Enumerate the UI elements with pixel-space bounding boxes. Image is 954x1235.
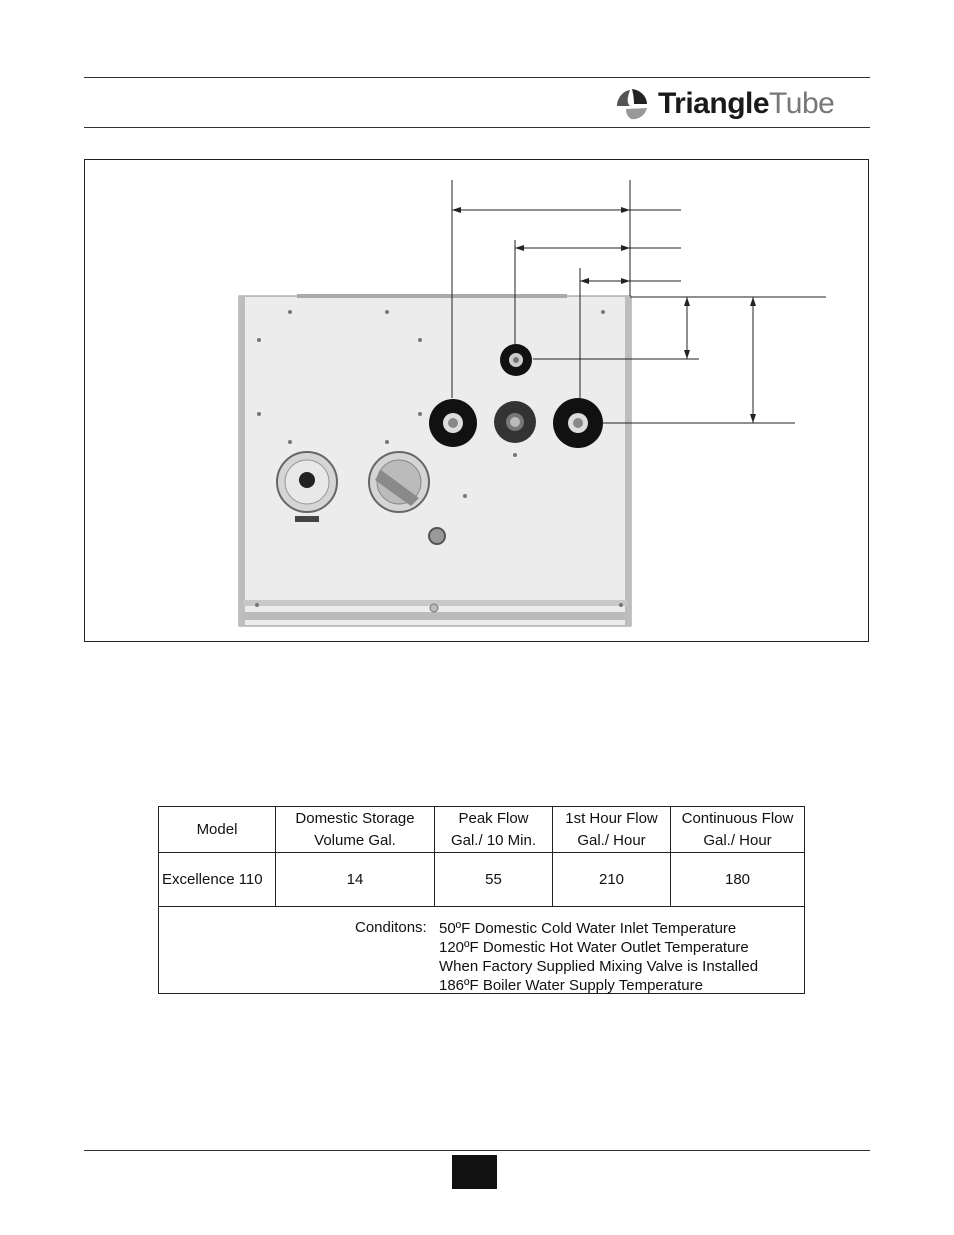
table-header-row: [159, 807, 805, 853]
header-first-hour: 1st Hour Flow Gal./ Hour: [553, 807, 671, 853]
cell-storage: 14: [276, 853, 435, 907]
header-rule-top: [84, 77, 870, 78]
logo-mark-icon: [614, 86, 650, 122]
conditions-row: [159, 907, 805, 994]
table-row: [159, 853, 805, 907]
header-continuous-flow: Continuous Flow Gal./ Hour: [671, 807, 805, 853]
condition-item: When Factory Supplied Mixing Valve is Installed: [439, 958, 759, 975]
header-rule-bottom: [84, 127, 870, 128]
condition-item: 186ºF Boiler Water Supply Temperature: [439, 977, 703, 994]
dimension-figure: [84, 159, 869, 642]
boiler-top-view-drawing: [85, 160, 870, 643]
header-peak-flow: Peak Flow Gal./ 10 Min.: [435, 807, 553, 853]
flow-spec-table: [158, 806, 805, 994]
conditions-cell: [159, 907, 805, 994]
triangle-tube-logo: [614, 86, 866, 122]
logo-word-tube: Tube: [769, 87, 835, 120]
conditions-list: [439, 919, 758, 995]
footer-rule: [84, 1150, 870, 1151]
conditions-label: Conditons:: [355, 919, 427, 936]
cell-peak: 55: [435, 853, 553, 907]
page-number-block: [452, 1155, 497, 1189]
cell-continuous: 180: [671, 853, 805, 907]
cell-model: Excellence 110: [159, 853, 276, 907]
cell-first-hour: 210: [553, 853, 671, 907]
condition-item: 120ºF Domestic Hot Water Outlet Temperature: [439, 939, 749, 956]
header-model: Model: [159, 807, 276, 853]
condition-item: 50ºF Domestic Cold Water Inlet Temperature: [439, 920, 737, 937]
logo-word-triangle: Triangle: [658, 87, 770, 120]
header-storage: Domestic Storage Volume Gal.: [276, 807, 435, 853]
